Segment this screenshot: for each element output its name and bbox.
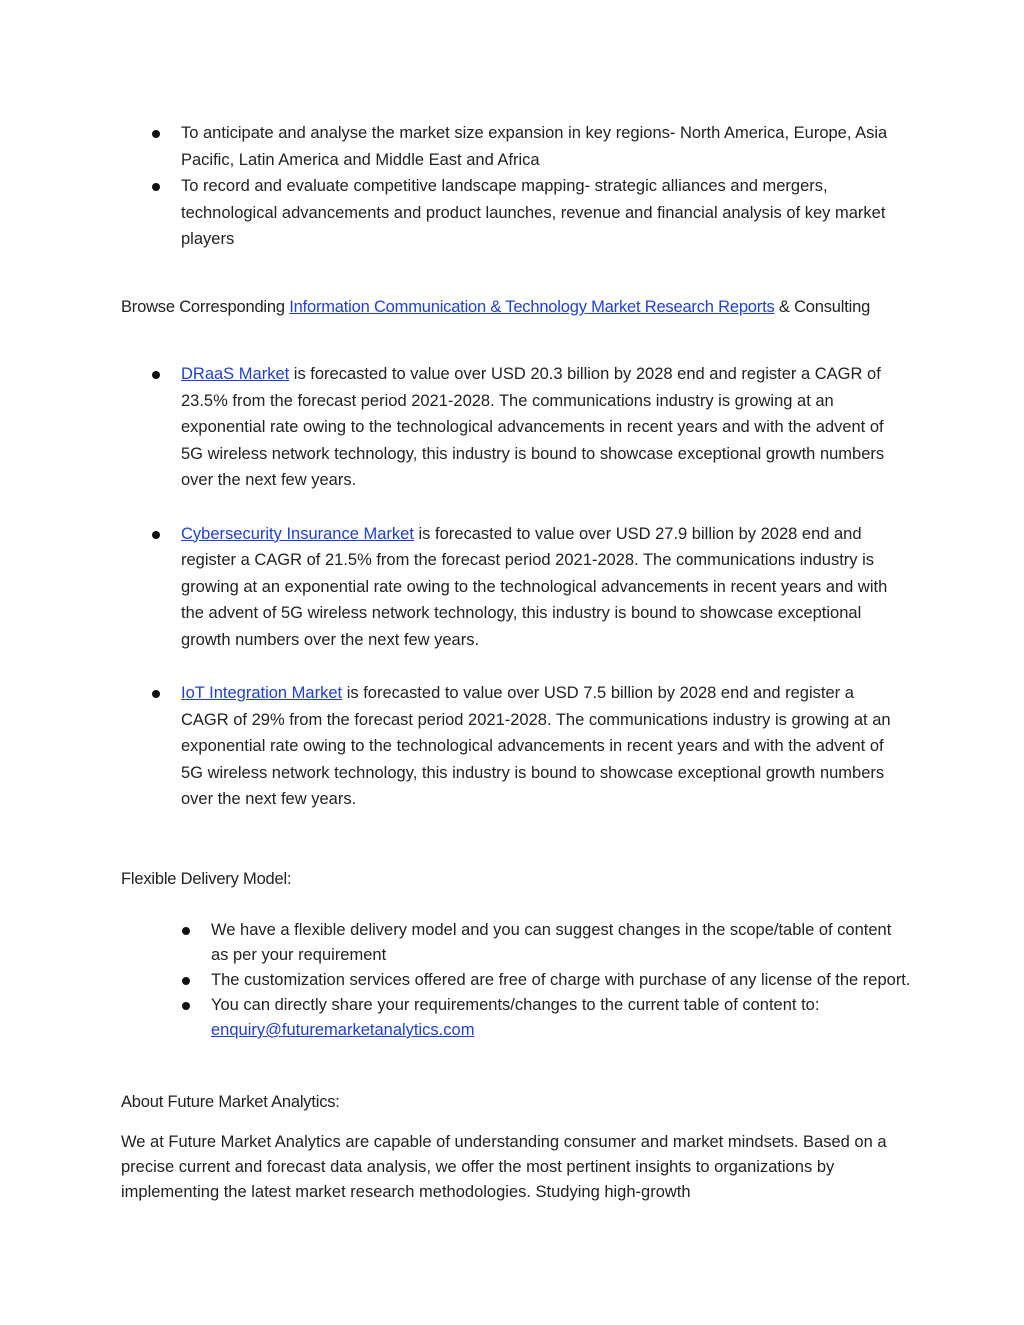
list-item-text: To anticipate and analyse the market size expansion in key regions- North America, Europe, Asia Pacific, Latin America and Middle East and Africa [181,124,888,169]
ict-reports-link[interactable]: Information Communication & Technology Market Research Reports [289,298,775,316]
report-description: is forecasted to value over USD 27.9 billion by 2028 end and register a CAGR of 21.5% from the forecast period 2021-2028. The communications industry is growing at an exponential rate owing to the technological advancements in recent years and with the advent of 5G wireless network technology, this industry is bound to showcase exceptional growth numbers over the next few years. [181,524,888,649]
bullet-icon [152,371,160,379]
list-item-text: To record and evaluate competitive landscape mapping- strategic alliances and mergers, technological advancements and product launches, revenue and financial analysis of key market players [181,177,886,248]
iot-integration-market-link[interactable]: IoT Integration Market [181,684,343,702]
cybersecurity-insurance-market-link[interactable]: Cybersecurity Insurance Market [181,524,414,543]
draas-market-link[interactable]: DRaaS Market [181,365,290,383]
list-item-text: You can directly share your requirements/changes to the current table of content to: [211,996,820,1014]
flexible-delivery-heading: Flexible Delivery Model: [121,870,292,888]
objectives-list [181,120,906,253]
list-item [181,120,906,173]
bullet-icon [152,531,160,539]
browse-suffix: & Consulting [774,298,871,316]
list-item [211,993,911,1043]
browse-prefix: Browse Corresponding [121,298,290,316]
list-item-text: The customization services offered are free of charge with purchase of any license of the report. [211,971,911,989]
bullet-icon [152,690,160,698]
report-item [181,680,906,813]
list-item [181,173,906,253]
list-item [211,918,911,968]
about-heading: About Future Market Analytics: [121,1093,340,1111]
bullet-icon [152,183,160,191]
report-item [181,521,906,654]
about-paragraph: We at Future Market Analytics are capable of understanding consumer and market mindsets. Based on a precise current and forecast data analysis, we offer the most pertinent insights to organizations by implementing the latest market research methodologies. Studying high-growth [121,1133,887,1201]
report-description: is forecasted to value over USD 20.3 billion by 2028 end and register a CAGR of 23.5% from the forecast period 2021-2028. The communications industry is growing at an exponential rate owing to the technological advancements in recent years and with the advent of 5G wireless network technology, this industry is bound to showcase exceptional growth numbers over the next few years. [181,365,885,489]
bullet-icon [182,1002,190,1010]
browse-heading [121,294,891,321]
report-item [181,361,906,494]
bullet-icon [152,130,160,138]
bullet-icon [182,977,190,985]
list-item-text: We have a flexible delivery model and you can suggest changes in the scope/table of content as per your requirement [211,921,892,964]
bullet-icon [182,927,190,935]
flexible-delivery-list [211,918,911,1043]
related-reports-list [181,361,906,840]
enquiry-email-link[interactable]: enquiry@futuremarketanalytics.com [211,1021,475,1039]
report-description: is forecasted to value over USD 7.5 billion by 2028 end and register a CAGR of 29% from the forecast period 2021-2028. The communications industry is growing at an exponential rate owing to the technological advancements in recent years and with the advent of 5G wireless network technology, this industry is bound to showcase exceptional growth numbers over the next few years. [181,684,891,808]
list-item [211,968,911,993]
